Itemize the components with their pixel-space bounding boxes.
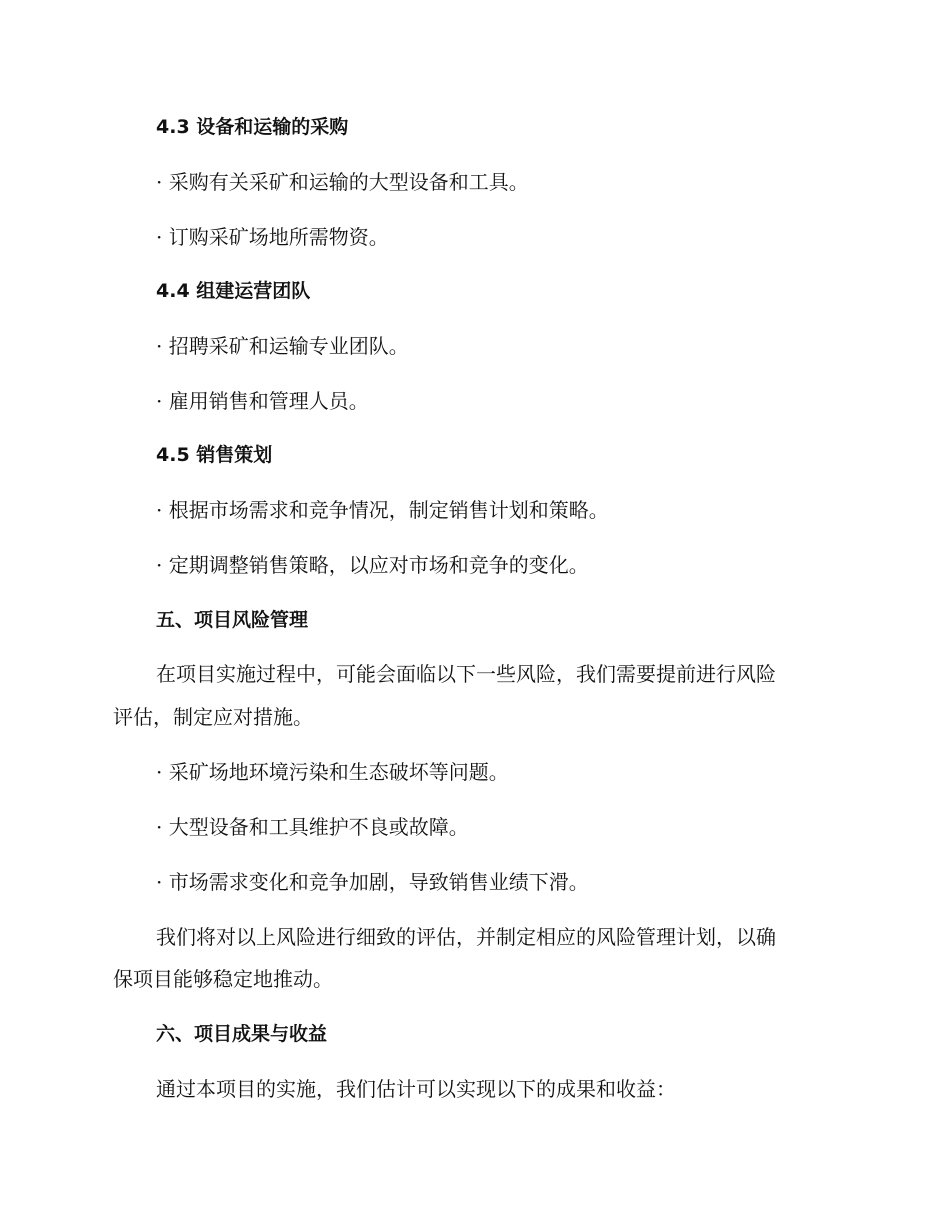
bullet-item: · 市场需求变化和竞争加剧，导致销售业绩下滑。 [156, 870, 589, 894]
bullet-item: · 订购采矿场地所需物资。 [156, 225, 389, 249]
bullet-item: · 招聘采矿和运输专业团队。 [156, 334, 409, 358]
paragraph-line: 在项目实施过程中，可能会面临以下一些风险，我们需要提前进行风险 [156, 662, 776, 686]
section-heading-4-4: 4.4 组建运营团队 [156, 280, 311, 302]
bullet-item: · 定期调整销售策略，以应对市场和竞争的变化。 [156, 553, 589, 577]
paragraph-line: 通过本项目的实施，我们估计可以实现以下的成果和收益： [156, 1077, 676, 1101]
bullet-item: · 雇用销售和管理人员。 [156, 389, 369, 413]
bullet-item: · 采购有关采矿和运输的大型设备和工具。 [156, 170, 529, 194]
section-heading-5: 五、项目风险管理 [156, 609, 309, 631]
paragraph-line: 评估，制定应对措施。 [113, 705, 313, 729]
bullet-item: · 根据市场需求和竞争情况，制定销售计划和策略。 [156, 498, 609, 522]
section-heading-6: 六、项目成果与收益 [156, 1023, 328, 1045]
paragraph-line: 保项目能够稳定地推动。 [113, 967, 333, 991]
bullet-item: · 大型设备和工具维护不良或故障。 [156, 815, 469, 839]
section-heading-4-3: 4.3 设备和运输的采购 [156, 116, 349, 138]
section-heading-4-5: 4.5 销售策划 [156, 444, 273, 466]
paragraph-line: 我们将对以上风险进行细致的评估，并制定相应的风险管理计划，以确 [156, 925, 776, 949]
bullet-item: · 采矿场地环境污染和生态破坏等问题。 [156, 760, 509, 784]
